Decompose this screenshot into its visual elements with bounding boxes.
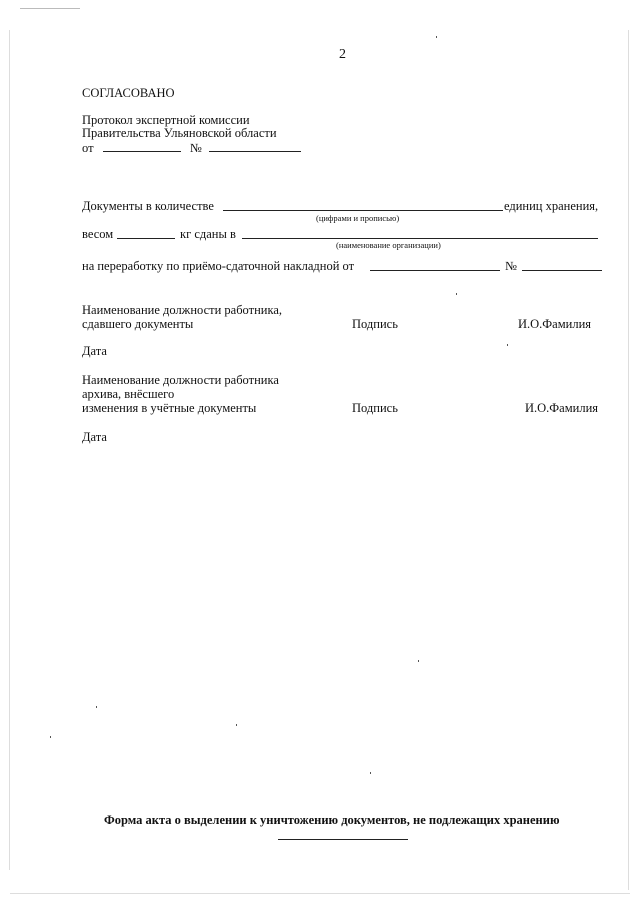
weight-label: весом [82, 227, 114, 241]
handover-date-label: Дата [82, 344, 107, 358]
scan-speck [436, 36, 437, 38]
processing-label: на переработку по приёмо-сдаточной накладной от [82, 259, 355, 273]
scan-speck [370, 772, 371, 774]
archive-date-label: Дата [82, 430, 107, 444]
kg-handed-label: кг сданы в [180, 227, 236, 241]
scan-speck [236, 724, 237, 726]
approval-heading: СОГЛАСОВАНО [82, 86, 175, 100]
archive-name-label: И.О.Фамилия [525, 401, 599, 415]
approval-number-blank [209, 140, 301, 152]
archive-position-line-2: архива, внёсшего [82, 387, 175, 401]
scan-edge-top [20, 8, 80, 9]
archive-position-line-3: изменения в учётные документы [82, 401, 257, 415]
handover-signature-label: Подпись [352, 317, 398, 331]
organization-hint: (наименование организации) [336, 240, 441, 250]
scan-speck [456, 293, 457, 295]
scan-speck [418, 660, 419, 662]
invoice-date-blank [370, 259, 500, 271]
approval-number-sign: № [189, 141, 202, 155]
form-title-underline [278, 828, 408, 840]
archive-position-line-1: Наименование должности работника [82, 373, 279, 387]
approval-line-1: Протокол экспертной комиссии [82, 113, 250, 127]
approval-line-2: Правительства Ульяновской области [82, 126, 277, 140]
approval-from-label: от [82, 141, 94, 155]
approval-date-blank [103, 140, 181, 152]
approval-date-row [82, 140, 301, 157]
archive-signature-label: Подпись [352, 401, 398, 415]
scan-edge-bottom [10, 893, 630, 894]
handover-position-line-1: Наименование должности работника, [82, 303, 283, 317]
scan-edge-left [9, 30, 10, 870]
scan-speck [50, 736, 51, 738]
quantity-label: Документы в количестве [82, 199, 214, 213]
scan-speck [96, 706, 97, 708]
scan-speck [507, 344, 508, 346]
quantity-blank [223, 199, 503, 211]
quantity-hint: (цифрами и прописью) [316, 213, 400, 223]
invoice-number-blank [522, 259, 602, 271]
invoice-number-sign: № [505, 259, 517, 273]
handover-name-label: И.О.Фамилия [518, 317, 592, 331]
form-title: Форма акта о выделении к уничтожению документов, не подлежащих хранению [104, 813, 560, 827]
handover-position-line-2: сдавшего документы [82, 317, 194, 331]
weight-blank [117, 227, 175, 239]
page-number: 2 [339, 47, 346, 62]
organization-blank [242, 227, 598, 239]
scan-edge-right [628, 30, 629, 890]
units-label: единиц хранения, [504, 199, 599, 213]
